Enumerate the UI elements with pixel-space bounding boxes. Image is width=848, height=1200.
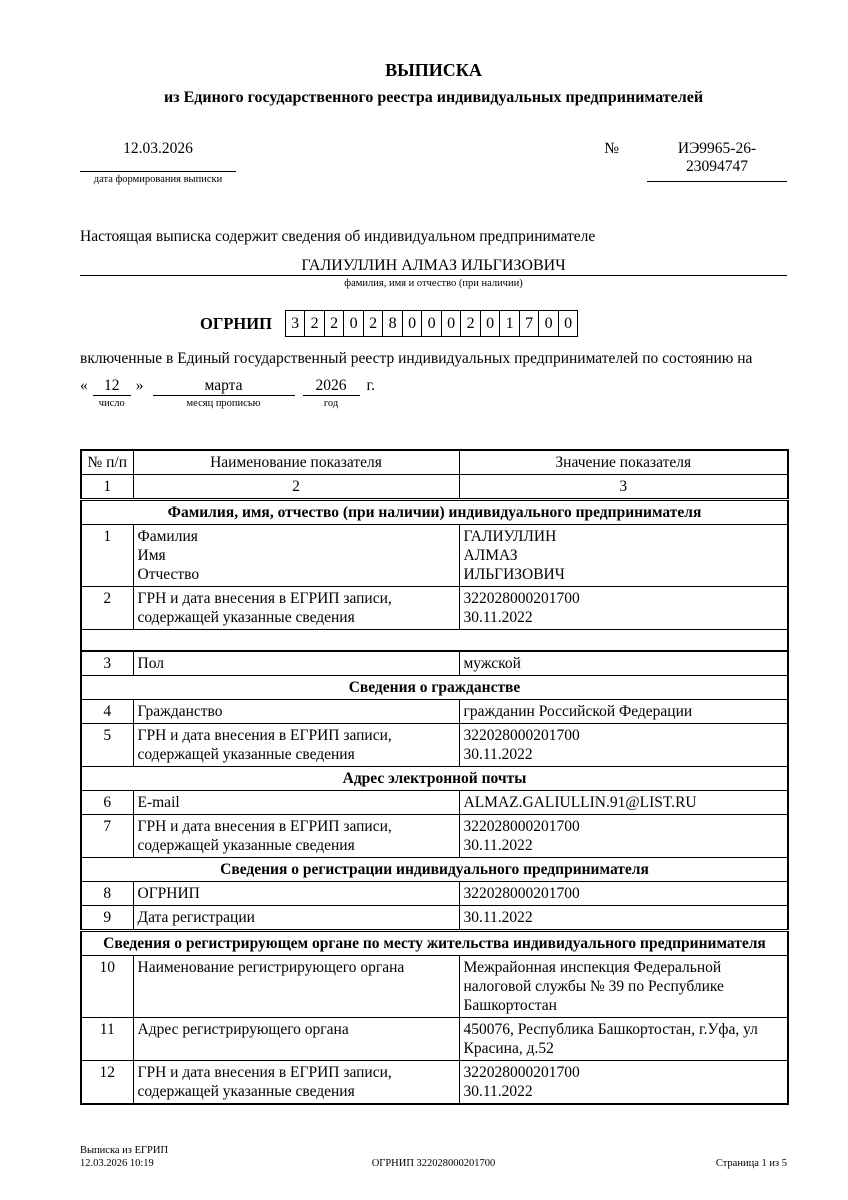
row-number-cell: 12 [81,1060,133,1104]
formation-date-label: дата формирования выписки [93,174,223,185]
table-section-row [81,500,788,525]
number-sign: № [604,140,619,157]
table-row [81,881,788,905]
spacer-cell [81,630,788,651]
indicator-name-cell: Фамилия Имя Отчество [133,525,459,587]
day-field [93,377,131,410]
table-section-row [81,675,788,699]
indicator-name-cell: Наименование регистрирующего органа [133,955,459,1017]
month-label: месяц прописью [186,398,261,409]
indicator-name-cell: ГРН и дата внесения в ЕГРИП записи, содержащей указанные сведения [133,587,459,630]
indicator-name-cell: Пол [133,651,459,676]
ogrnip-digit-box: 0 [402,310,423,337]
year-value: 2026 [303,377,360,396]
table-colnum-row [81,475,788,500]
lead-sentence: Настоящая выписка содержит сведения об индивидуальном предпринимателе [80,228,596,245]
footer-doc-type: Выписка из ЕГРИП [80,1145,169,1156]
indicator-value-cell: 450076, Республика Башкортостан, г.Уфа, ул Красина, д.52 [459,1017,788,1060]
table-spacer-row [81,630,788,651]
table-row [81,699,788,723]
indicator-value-cell: гражданин Российской Федерации [459,699,788,723]
ogrnip-digit-box: 2 [304,310,325,337]
section-header: Фамилия, имя, отчество (при наличии) индивидуального предпринимателя [81,500,788,525]
table-row [81,814,788,857]
ogrnip-row [80,310,787,337]
ogrnip-label: ОГРНИП [200,313,272,333]
indicator-value-cell: Межрайонная инспекция Федеральной налоговой службы № 39 по Республике Башкортостан [459,955,788,1017]
indicator-name-cell: ГРН и дата внесения в ЕГРИП записи, содержащей указанные сведения [133,723,459,766]
section-header: Сведения о регистрирующем органе по месту жительства индивидуального предпринимателя [81,930,788,955]
as-of-date-row [80,377,787,410]
ogrnip-digit-box: 8 [382,310,403,337]
indicator-table-body [81,450,788,1104]
table-row [81,587,788,630]
row-number-cell: 11 [81,1017,133,1060]
ogrnip-digit-box: 0 [343,310,364,337]
indicator-name-cell: Дата регистрации [133,905,459,930]
colnum-3: 3 [459,475,788,500]
quote-open: « [80,377,88,394]
ogrnip-digit-box: 0 [421,310,442,337]
extract-number [647,140,787,182]
colnum-2: 2 [133,475,459,500]
indicator-value-cell: мужской [459,651,788,676]
colnum-1: 1 [81,475,133,500]
extract-number-line2: 23094747 [686,158,748,175]
row-number-cell: 1 [81,525,133,587]
document-subtitle: из Единого государственного реестра индивидуальных предпринимателей [163,89,704,106]
indicator-value-cell: ALMAZ.GALIULLIN.91@LIST.RU [459,790,788,814]
year-label: год [323,398,339,409]
ogrnip-digit-box: 2 [324,310,345,337]
indicator-name-cell: ОГРНИП [133,881,459,905]
indicator-name-cell: ГРН и дата внесения в ЕГРИП записи, содержащей указанные сведения [133,1060,459,1104]
ogrnip-digit-box: 0 [538,310,559,337]
table-row [81,651,788,676]
page-footer [80,1144,787,1170]
row-number-cell: 10 [81,955,133,1017]
ogrnip-digit-box: 1 [499,310,520,337]
indicator-value-cell: 322028000201700 30.11.2022 [459,1060,788,1104]
indicator-table [80,449,789,1105]
footer-page-number: Страница 1 из 5 [715,1158,787,1169]
ogrnip-digit-box: 7 [519,310,540,337]
formation-date: 12.03.2026 [80,140,236,172]
person-name-label: фамилия, имя и отчество (при наличии) [344,278,523,289]
day-label: число [98,398,125,409]
month-field [153,377,295,410]
section-header: Сведения о гражданстве [81,675,788,699]
section-header: Сведения о регистрации индивидуального предпринимателя [81,857,788,881]
included-sentence: включенные в Единый государственный реестр индивидуальных предпринимателей по состоянию на [80,350,753,367]
row-number-cell: 4 [81,699,133,723]
row-number-cell: 5 [81,723,133,766]
indicator-name-cell: ГРН и дата внесения в ЕГРИП записи, содержащей указанные сведения [133,814,459,857]
table-section-row [81,857,788,881]
table-row [81,723,788,766]
row-number-cell: 6 [81,790,133,814]
ogrnip-digit-box: 0 [441,310,462,337]
year-field [303,377,360,410]
ogrnip-digit-box: 0 [558,310,579,337]
indicator-value-cell: 322028000201700 30.11.2022 [459,587,788,630]
year-suffix: г. [366,377,375,394]
day-value: 12 [93,377,131,396]
table-row [81,525,788,587]
col-header-value: Значение показателя [459,450,788,475]
table-row [81,790,788,814]
section-header: Адрес электронной почты [81,766,788,790]
footer-ogrnip: ОГРНИП 322028000201700 [371,1158,496,1169]
table-row [81,1060,788,1104]
indicator-value-cell: ГАЛИУЛЛИН АЛМАЗ ИЛЬГИЗОВИЧ [459,525,788,587]
indicator-value-cell: 322028000201700 30.11.2022 [459,814,788,857]
col-header-name: Наименование показателя [133,450,459,475]
col-header-num: № п/п [81,450,133,475]
indicator-value-cell: 322028000201700 [459,881,788,905]
row-number-cell: 8 [81,881,133,905]
ogrnip-digit-box: 3 [285,310,306,337]
table-row [81,1017,788,1060]
indicator-value-cell: 322028000201700 30.11.2022 [459,723,788,766]
table-row [81,955,788,1017]
row-number-cell: 3 [81,651,133,676]
ogrnip-boxes [285,310,579,337]
person-name: ГАЛИУЛЛИН АЛМАЗ ИЛЬГИЗОВИЧ [80,257,787,276]
table-section-row [81,930,788,955]
table-row [81,905,788,930]
footer-left [80,1144,280,1170]
row-number-cell: 2 [81,587,133,630]
header-meta-row [80,140,787,186]
footer-datetime: 12.03.2026 10:19 [80,1158,154,1169]
ogrnip-digit-box: 2 [460,310,481,337]
ogrnip-digit-box: 2 [363,310,384,337]
quote-close: » [135,377,144,394]
indicator-name-cell: Адрес регистрирующего органа [133,1017,459,1060]
month-value: марта [153,377,295,396]
row-number-cell: 9 [81,905,133,930]
indicator-name-cell: Гражданство [133,699,459,723]
indicator-name-cell: E-mail [133,790,459,814]
document-title: ВЫПИСКА [385,60,482,80]
table-header-row [81,450,788,475]
table-section-row [81,766,788,790]
extract-number-line1: ИЭ9965-26- [677,140,757,157]
row-number-cell: 7 [81,814,133,857]
indicator-value-cell: 30.11.2022 [459,905,788,930]
formation-date-block [80,140,236,186]
ogrnip-digit-box: 0 [480,310,501,337]
extract-number-block [604,140,787,182]
